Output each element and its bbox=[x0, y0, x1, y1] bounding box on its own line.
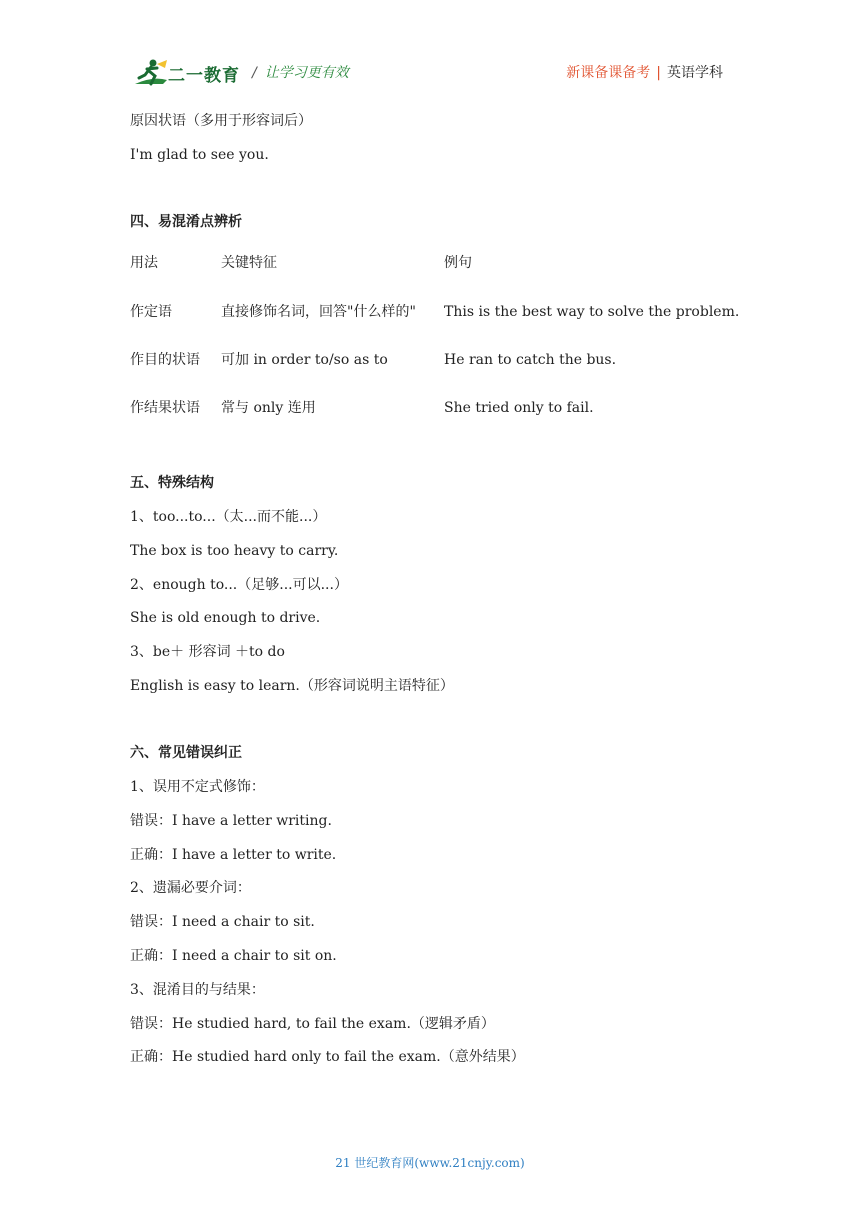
text-line: 3、混淆目的与结果： bbox=[130, 982, 265, 998]
text-line: 正确：I have a letter to write. bbox=[130, 847, 337, 863]
text-line: 错误：I have a letter writing. bbox=[130, 813, 332, 829]
text-line: 1、too...to...（太...而不能...） bbox=[130, 509, 327, 525]
header-subject: 新课备课备考 | 英语学科 bbox=[566, 65, 723, 81]
table-cell: This is the best way to solve the problem. bbox=[444, 304, 740, 320]
table-cell: He ran to catch the bus. bbox=[444, 352, 617, 368]
table-cell: 常与 only 连用 bbox=[221, 400, 316, 416]
slogan: / 让学习更有效 bbox=[252, 65, 349, 81]
table-header: 关键特征 bbox=[221, 255, 277, 271]
section-heading: 四、易混淆点辨析 bbox=[130, 214, 242, 230]
header-course-label: 新课备课备考 bbox=[566, 65, 651, 81]
text-line: 2、enough to...（足够...可以...） bbox=[130, 577, 348, 593]
section-heading: 六、常见错误纠正 bbox=[130, 745, 242, 761]
text-line: The box is too heavy to carry. bbox=[130, 543, 339, 559]
text-line: 3、be＋ 形容词 ＋to do bbox=[130, 644, 285, 660]
text-line: 原因状语（多用于形容词后） bbox=[130, 113, 312, 129]
text-line: 正确：He studied hard only to fail the exam.（意外结果） bbox=[130, 1049, 525, 1065]
logo-text: 二一教育 bbox=[168, 66, 240, 86]
header-subject-label: 英语学科 bbox=[667, 65, 723, 81]
text-line: She is old enough to drive. bbox=[130, 610, 321, 626]
section-heading: 五、特殊结构 bbox=[130, 475, 214, 491]
text-line: 1、误用不定式修饰： bbox=[130, 779, 265, 795]
text-line: 错误：I need a chair to sit. bbox=[130, 914, 315, 930]
page-footer: 21 世纪教育网(www.21cnjy.com) bbox=[335, 1156, 525, 1170]
table-cell: 作目的状语 bbox=[130, 352, 200, 368]
table-cell: 直接修饰名词，回答"什么样的" bbox=[221, 304, 416, 320]
table-header: 用法 bbox=[130, 255, 158, 271]
text-line: 2、遗漏必要介词： bbox=[130, 880, 251, 896]
text-line: I'm glad to see you. bbox=[130, 147, 269, 163]
table-cell: She tried only to fail. bbox=[444, 400, 594, 416]
text-line: 正确：I need a chair to sit on. bbox=[130, 948, 337, 964]
text-line: English is easy to learn.（形容词说明主语特征） bbox=[130, 678, 454, 694]
table-cell: 作定语 bbox=[130, 304, 172, 320]
table-cell: 可加 in order to/so as to bbox=[221, 352, 388, 368]
text-line: 错误：He studied hard, to fail the exam.（逻辑矛盾） bbox=[130, 1016, 495, 1032]
table-header: 例句 bbox=[444, 255, 472, 271]
table-cell: 作结果状语 bbox=[130, 400, 200, 416]
